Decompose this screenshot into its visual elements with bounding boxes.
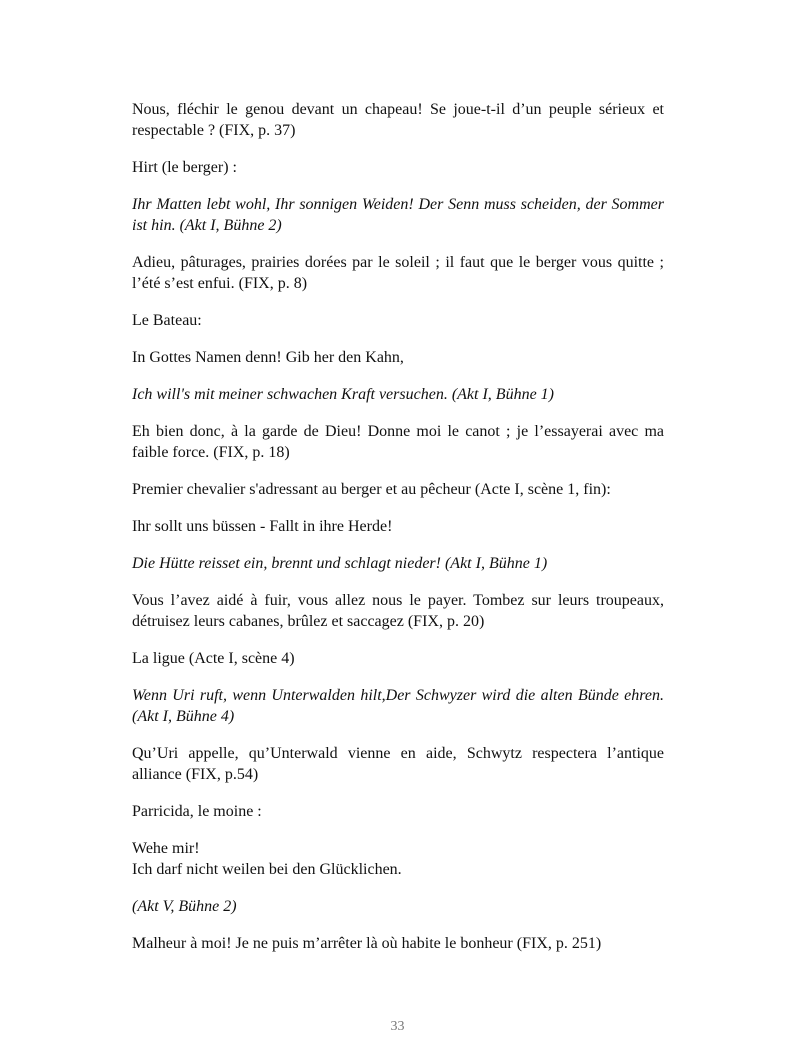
page-body [132, 99, 664, 970]
verse-line-1: Wehe mir! [132, 840, 200, 857]
paragraph-hirt-label: Hirt (le berger) : [132, 159, 237, 176]
paragraph-bateau-german-1: In Gottes Namen denn! Gib her den Kahn, [132, 349, 404, 366]
paragraph-chevalier-german-1: Ihr sollt uns büssen - Fallt in ihre Herde! [132, 518, 393, 535]
paragraph-ligue-label: La ligue (Acte I, scène 4) [132, 650, 295, 667]
paragraph-chapeau-quote: Nous, fléchir le genou devant un chapeau! Se joue-t-il d’un peuple sérieux et respectable ? (FIX, p. 37) [132, 101, 664, 139]
paragraph-ligue-french: Qu’Uri appelle, qu’Unterwald vienne en aide, Schwytz respectera l’antique alliance (FIX, p.54) [132, 745, 664, 783]
paragraph-hirt-german: Ihr Matten lebt wohl, Ihr sonnigen Weiden! Der Senn muss scheiden, der Sommer ist hin. (Akt I, Bühne 2) [132, 196, 664, 234]
paragraph-chevalier-french: Vous l’avez aidé à fuir, vous allez nous le payer. Tombez sur leurs troupeaux, détruisez leurs cabanes, brûlez et saccagez (FIX, p. 20) [132, 592, 664, 630]
paragraph-chevalier-german-2: Die Hütte reisset ein, brennt und schlagt nieder! (Akt I, Bühne 1) [132, 555, 548, 572]
paragraph-bateau-label: Le Bateau: [132, 312, 202, 329]
paragraph-bateau-german-2: Ich will's mit meiner schwachen Kraft versuchen. (Akt I, Bühne 1) [132, 386, 554, 403]
page-number: 33 [390, 1019, 405, 1034]
paragraph-hirt-french: Adieu, pâturages, prairies dorées par le soleil ; il faut que le berger vous quitte ; l’été s’est enfui. (FIX, p. 8) [132, 254, 664, 292]
verse-line-2: Ich darf nicht weilen bei den Glücklichen. [132, 861, 402, 878]
paragraph-parricida-reference: (Akt V, Bühne 2) [132, 898, 237, 915]
verse-block [132, 838, 664, 880]
paragraph-chevalier-label: Premier chevalier s'adressant au berger et au pêcheur (Acte I, scène 1, fin): [132, 481, 611, 498]
paragraph-ligue-german: Wenn Uri ruft, wenn Unterwalden hilt,Der Schwyzer wird die alten Bünde ehren. (Akt I, Bühne 4) [132, 687, 664, 725]
paragraph-bateau-french: Eh bien donc, à la garde de Dieu! Donne moi le canot ; je l’essayerai avec ma faible force. (FIX, p. 18) [132, 423, 664, 461]
paragraph-parricida-french: Malheur à moi! Je ne puis m’arrêter là où habite le bonheur (FIX, p. 251) [132, 935, 602, 952]
paragraph-parricida-label: Parricida, le moine : [132, 803, 262, 820]
